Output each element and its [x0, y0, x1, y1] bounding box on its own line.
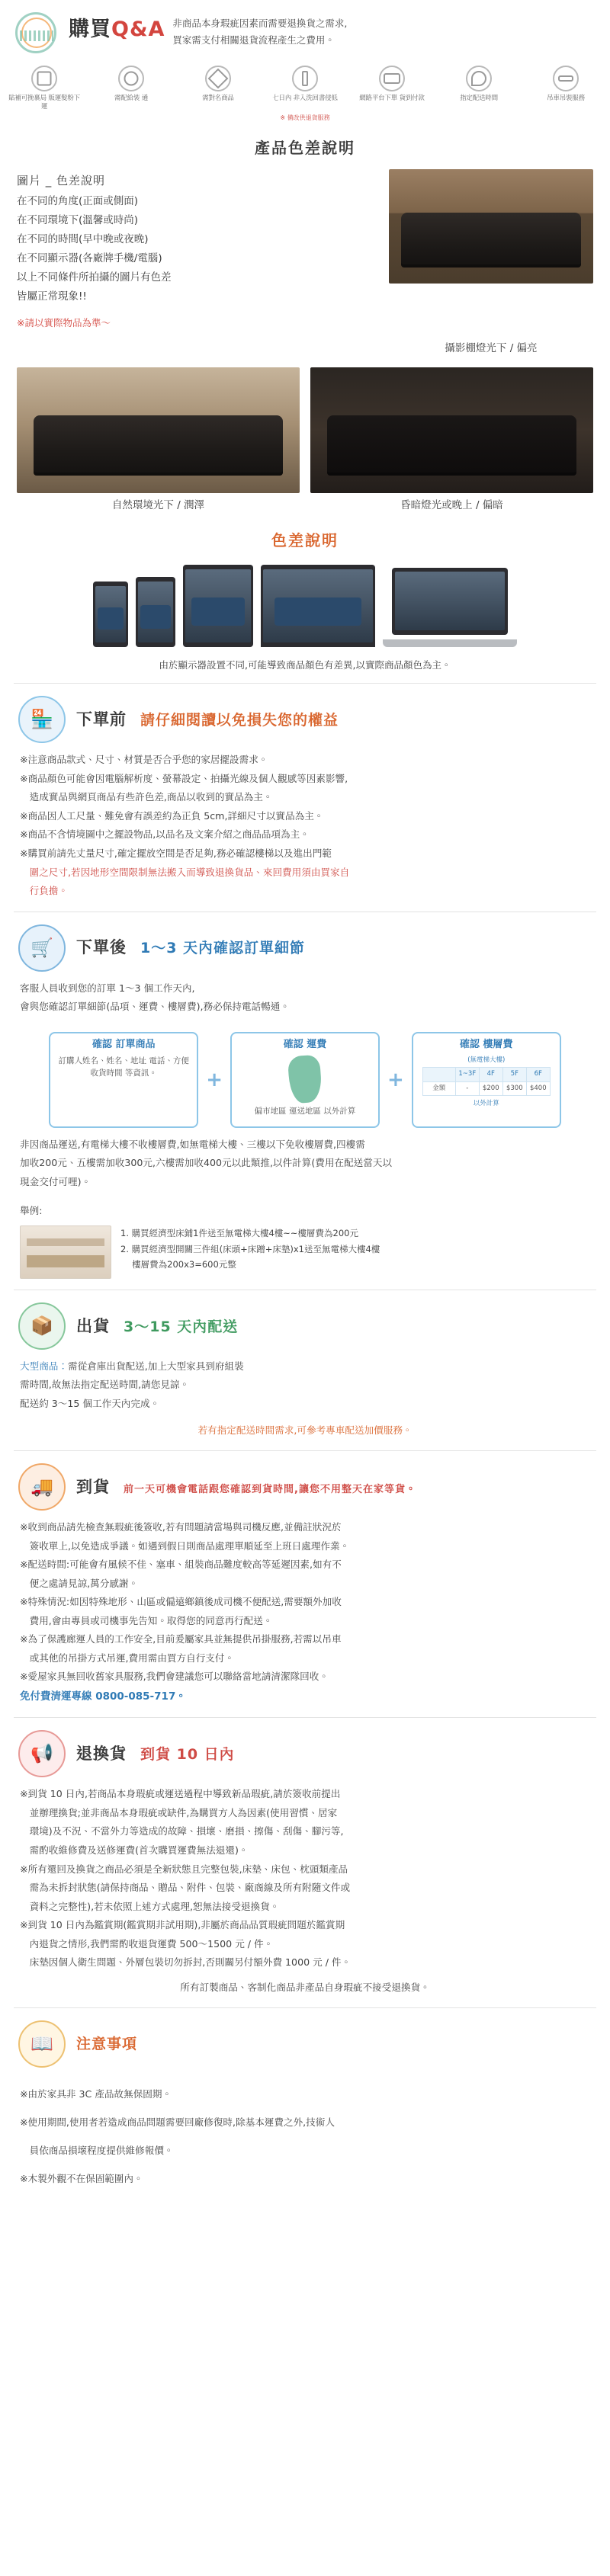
shipping-subtitle: 3～15 天內配送 [124, 1318, 239, 1335]
before-order-line: 行負擔。 [20, 885, 68, 897]
studio-light-photo [389, 169, 593, 332]
step-confirm-shipping [230, 1032, 380, 1128]
qa-icon-caption: 指定配送時間 [460, 95, 498, 102]
shipping-line: 需從倉庫出貨配送,加上大型家具到府組裝 [67, 1360, 244, 1372]
after-order-subtitle: 1～3 天內確認訂單細節 [140, 940, 306, 957]
qa-icon-caption: 需配給裝 通 [114, 95, 148, 102]
returns-line: 資料之完整性),若未依照上述方式處理,恕無法接受退換貨。 [20, 1900, 280, 1912]
fee-header-cell: 1~3F [456, 1068, 479, 1081]
qa-description [172, 11, 596, 49]
before-order-line: 圍之尺寸,若因地形空間限制無法搬入而導致退換貨品、來回費用須由買家自 [20, 866, 350, 878]
fee-cell: $300 [503, 1082, 526, 1095]
shipping-line: 配送約 3～15 個工作天內完成。 [20, 1397, 160, 1409]
returns-line: ※所有還回及換貨之商品必須是全新狀態且完整包裝,床墊、床包、枕頭類產品 [20, 1863, 348, 1875]
sofa-photo-dim [310, 367, 593, 493]
before-order-line: ※購買前請先丈量尺寸,確定擺放空間是否足夠,務必確認樓梯以及進出門範 [20, 847, 332, 859]
qa-icon-caption: 需對名商品 [202, 95, 234, 102]
returns-line: ※到貨 10 日內,若商品本身瑕疵或運送過程中導致新品瑕疵,請於簽收前提出 [20, 1788, 341, 1800]
qa-icon-box [95, 66, 168, 112]
qa-icon-calendar [442, 66, 515, 112]
attention-title: 注意事項 [76, 2035, 138, 2052]
example-block [0, 1224, 610, 1290]
color-explain-line: 在不同顯示器(各廠牌手機/電腦) [17, 252, 162, 264]
example-line: 1. 購買經濟型床鋪1件送至無電梯大樓4樓~~樓層費為200元 [120, 1227, 358, 1238]
example-text [120, 1226, 380, 1273]
bed-frame-illustration [20, 1226, 111, 1279]
plus-sign: + [387, 1068, 404, 1091]
caption-natural: 自然環境光下 / 潤澤 [111, 498, 205, 511]
returns-line: 並辦理換貨;並非商品本身瑕疵或缺件,為購買方人為因素(使用習慣、居家 [20, 1806, 338, 1818]
step-confirm-floor-fee [412, 1032, 561, 1128]
returns-subtitle: 到貨 10 日內 [140, 1746, 235, 1764]
color-explain-block [0, 169, 610, 336]
studio-caption-row [0, 336, 610, 364]
qa-title [69, 14, 165, 46]
attention-head [0, 2008, 610, 2072]
arrival-line: 簽收單上,以免造成爭議。如遇到假日則商品處理單順延至上班日處理作業。 [20, 1540, 350, 1552]
before-order-subtitle: 請仔細閱讀以免損失您的權益 [140, 711, 339, 729]
qa-banner [0, 0, 610, 62]
step-title: 確認 訂單商品 [92, 1038, 156, 1050]
returns-body [0, 1782, 610, 2007]
free-cleanup-hotline[interactable]: 免付費清運專線 0800-085-717。 [20, 1690, 186, 1703]
before-order-line: 造成實品與網頁商品有些許色差,商品以收到的實品為主。 [20, 791, 273, 803]
photo-pair [0, 364, 610, 493]
fee-header-cell: 6F [527, 1068, 550, 1081]
color-explain-line: 以上不同條件所拍攝的圖片有色差 [17, 271, 172, 284]
after-order-title-row [76, 935, 305, 960]
step-confirm-items [49, 1032, 198, 1128]
arrival-line: ※特殊情況:如因特殊地形、山區或偏遠鄉鎮後成司機不便配送,需要額外加收 [20, 1596, 342, 1608]
return-icon: 📢 [18, 1730, 66, 1777]
returns-line: 環境)及不況、不當外力等造成的故障、損壞、磨損、擦傷、刮傷、腳污等, [20, 1825, 344, 1837]
floor-fee-note-line: 非因商品運送,有電梯大樓不收樓層費,如無電梯大樓、三樓以下免收樓層費,四樓需 [20, 1138, 365, 1150]
attention-body [0, 2072, 610, 2218]
qa-icon-car [529, 66, 602, 112]
step-title: 確認 運費 [283, 1038, 327, 1050]
color-subtitle-2: 色差說明 [271, 530, 339, 549]
arrival-line: ※愛屋家具無回收舊家具服務,我們會建議您可以聯絡當地請清潔隊回收。 [20, 1671, 329, 1683]
arrival-line: ※為了保護廊運人員的工作安全,目前爰屬家具並無提供吊掛服務,若需以吊車 [20, 1633, 342, 1645]
qa-icon-truck [181, 66, 255, 112]
before-order-line: ※商品顏色可能會因電腦解析度、螢幕設定、拍攝光線及個人觀感等因素影響, [20, 772, 348, 784]
shipping-title: 出貨 [76, 1316, 110, 1335]
device-monitor [261, 565, 375, 647]
before-order-body [0, 748, 610, 911]
attention-title-row [76, 2033, 137, 2055]
returns-footer: 所有訂製商品、客制化商品非產品自身瑕疵不接受退換貨。 [180, 1981, 430, 1993]
qa-icon-caption: 貼補可挽裹局 版運髮粉下運 [8, 95, 80, 111]
returns-line: 需酌收維修費及送修運費(首次購買運費無法退還)。 [20, 1844, 249, 1856]
returns-title-row [76, 1741, 235, 1767]
returns-line: ※到貨 10 日內為鑑賞期(鑑賞期非試用期),非屬於商品品質瑕疵問題於鑑賞期 [20, 1919, 345, 1931]
shipping-highlight: 大型商品： [20, 1360, 68, 1372]
arrival-body [0, 1515, 610, 1717]
shipping-bottom-note: 若有指定配送時間需求,可參考專車配送加價服務。 [197, 1424, 413, 1436]
arrival-icon: 🚚 [18, 1463, 66, 1511]
fee-header-cell [423, 1068, 455, 1081]
caption-studio: 攝影棚燈光下 / 偏亮 [445, 342, 538, 355]
example-line: 樓層費為200x3=600元整 [120, 1259, 236, 1270]
step-body: 訂購人姓名、姓名、地址 電話、方便收貨時間 等資訊。 [58, 1056, 189, 1078]
returns-line: 床墊因個人衛生問題、外層包裝切勿拆封,否則關另付額外費 1000 元 / 件。 [20, 1956, 352, 1969]
device-tablet [183, 565, 253, 647]
arrival-line: ※收到商品請先檢查無瑕疵後簽收,若有問題請當場與司機反應,並備註狀況於 [20, 1521, 342, 1533]
qa-footnote: ※ 備改供退貨服務 [280, 114, 330, 121]
arrival-line: 或其他的吊掛方式吊運,費用需由買方自行支付。 [20, 1652, 235, 1664]
device-row [0, 562, 610, 652]
fee-header-cell: 5F [503, 1068, 526, 1081]
shipping-head [0, 1290, 610, 1354]
buy-icon: 🛒 [18, 924, 66, 972]
fee-cell: $200 [480, 1082, 502, 1095]
qa-title-wrap [69, 11, 165, 46]
caption-dim: 昏暗燈光或晚上 / 偏暗 [400, 498, 503, 511]
floor-fee-note [0, 1136, 610, 1203]
qa-icon-caption: 吊車吊裝服務 [547, 95, 585, 102]
color-explain-warning: ※請以實際物品為準～ [17, 316, 111, 328]
color-explain-text [17, 169, 378, 332]
attention-line: ※木製外觀不在保固範圍內。 [20, 2173, 143, 2185]
floor-fee-note-line: 現金交付可哩)。 [20, 1175, 92, 1187]
returns-line: 需為未拆封狀態(請保持商品、贈品、附件、包裝、廠商線及所有附隨文件或 [20, 1882, 351, 1894]
box-ship-icon: 📦 [18, 1302, 66, 1350]
plus-sign: + [206, 1068, 223, 1091]
qa-icon-package [8, 66, 81, 112]
example-line: 2. 購買經濟型開關三件組(床頭+床蹭+床墊)x1送至無電梯大樓4樓 [120, 1243, 380, 1254]
qa-desc-line2: 買家需支付相關退貨流程產生之費用。 [172, 34, 335, 46]
color-explain-line: 皆屬正常現象!! [17, 290, 87, 303]
floor-fee-note-line: 加收200元、五樓需加收300元,六樓需加收400元以此類推,以件計算(費用在配送當天以 [20, 1157, 393, 1169]
before-order-title-row [76, 707, 339, 732]
before-order-line: ※商品不含情境圖中之擺設物品,以品名及文案介紹之商品品項為主。 [20, 828, 310, 841]
step-title: 確認 樓層費 [460, 1038, 513, 1050]
qa-title-prefix: 購買 [69, 18, 111, 41]
floor-fee-table [422, 1067, 551, 1095]
book-icon: 📖 [18, 2020, 66, 2068]
color-section-title: 產品色差說明 [255, 139, 355, 158]
returns-line: 內退貨之情形,我們需酌收退貨運費 500～1500 元 / 件。 [20, 1937, 274, 1950]
fee-cell: 金額 [423, 1082, 455, 1095]
qa-title-qa: Q&A [111, 18, 165, 41]
after-order-line: 客服人員收到您的訂單 1～3 個工作天內, [20, 982, 195, 994]
returns-title: 退換貨 [76, 1745, 127, 1764]
arrival-line: 便之處請見諒,萬分感謝。 [20, 1577, 139, 1589]
fee-table-note-top: (無電梯大樓) [467, 1056, 506, 1065]
qa-stamp-icon [14, 11, 61, 56]
shipping-body [0, 1354, 610, 1450]
color-explain-line: 在不同環境下(溫馨或時尚) [17, 214, 139, 227]
qa-icon-row [0, 62, 610, 114]
qa-icon-caption: 七日內 非入洗回書侵低 [272, 95, 338, 102]
attention-line: ※由於家具非 3C 產品故無保固期。 [20, 2087, 172, 2100]
store-icon: 🏪 [18, 696, 66, 743]
qa-icon-caption: 網路平台下單 貨到付款 [359, 95, 425, 102]
taiwan-map-icon [287, 1055, 323, 1104]
attention-line: 員依商品損壞程度提供維修報價。 [20, 2145, 174, 2157]
returns-head [0, 1718, 610, 1782]
arrival-title: 到貨 [76, 1477, 110, 1496]
before-order-title: 下單前 [76, 710, 127, 729]
photo-pair-captions [0, 493, 610, 521]
color-explain-heading: 圖片 _ 色差說明 [17, 174, 106, 188]
qa-icon-stairs [268, 66, 342, 112]
arrival-line: ※配送時間:可能會有風候不佳、塞車、組裝商品難度較高等延遲因素,如有不 [20, 1559, 342, 1571]
qa-icon-grid [355, 66, 429, 112]
qa-desc-line1: 非商品本身瑕疵因素而需要退換貨之需求, [172, 18, 348, 29]
fee-header-cell: 4F [480, 1068, 502, 1081]
step-body: 偏市地區 運送地區 以外計算 [254, 1107, 356, 1117]
after-order-line: 會與您確認訂單細節(品項、運費、樓層費),務必保持電話暢通。 [20, 1001, 290, 1013]
arrival-head [0, 1451, 610, 1515]
device-laptop [383, 568, 517, 647]
fee-cell: $400 [527, 1082, 550, 1095]
shipping-line: 需時間,故無法指定配送時間,請您見諒。 [20, 1379, 190, 1391]
after-order-head [0, 912, 610, 976]
example-title: 舉例: [20, 1205, 43, 1217]
color-explain-line: 在不同的時間(早中晚或夜晚) [17, 233, 149, 246]
sofa-photo-studio [389, 169, 593, 284]
fee-table-note-bottom: 以外計算 [473, 1099, 499, 1107]
attention-line: ※使用期間,使用者若造成商品問題需要回廠修復時,除基本運費之外,技術人 [20, 2116, 335, 2129]
device-phone-large [136, 577, 175, 647]
before-order-head [0, 684, 610, 748]
device-note: 由於顯示器設置不同,可能導致商品顏色有差異,以實際商品顏色為主。 [159, 658, 451, 671]
sofa-photo-natural [17, 367, 300, 493]
shipping-title-row [76, 1314, 238, 1339]
before-order-line: ※商品因人工尺量、難免會有誤差約為正負 5cm,詳細尺寸以實品為主。 [20, 809, 324, 822]
fee-cell: - [456, 1082, 479, 1095]
after-order-title: 下單後 [76, 938, 127, 957]
after-order-body [0, 976, 610, 1027]
order-steps [0, 1027, 610, 1136]
arrival-line: 費用,會由專員或司機事先告知。取得您的同意再行配送。 [20, 1614, 273, 1626]
before-order-line: ※注意商品款式、尺寸、材質是否合乎您的家居擺設需求。 [20, 754, 268, 766]
color-explain-line: 在不同的角度(正面或側面) [17, 195, 139, 208]
arrival-title-row [76, 1475, 416, 1500]
device-phone-small [93, 582, 128, 647]
arrival-subtitle: 前一天可機會電話跟您確認到貨時間,讓您不用整天在家等貨。 [124, 1483, 416, 1495]
